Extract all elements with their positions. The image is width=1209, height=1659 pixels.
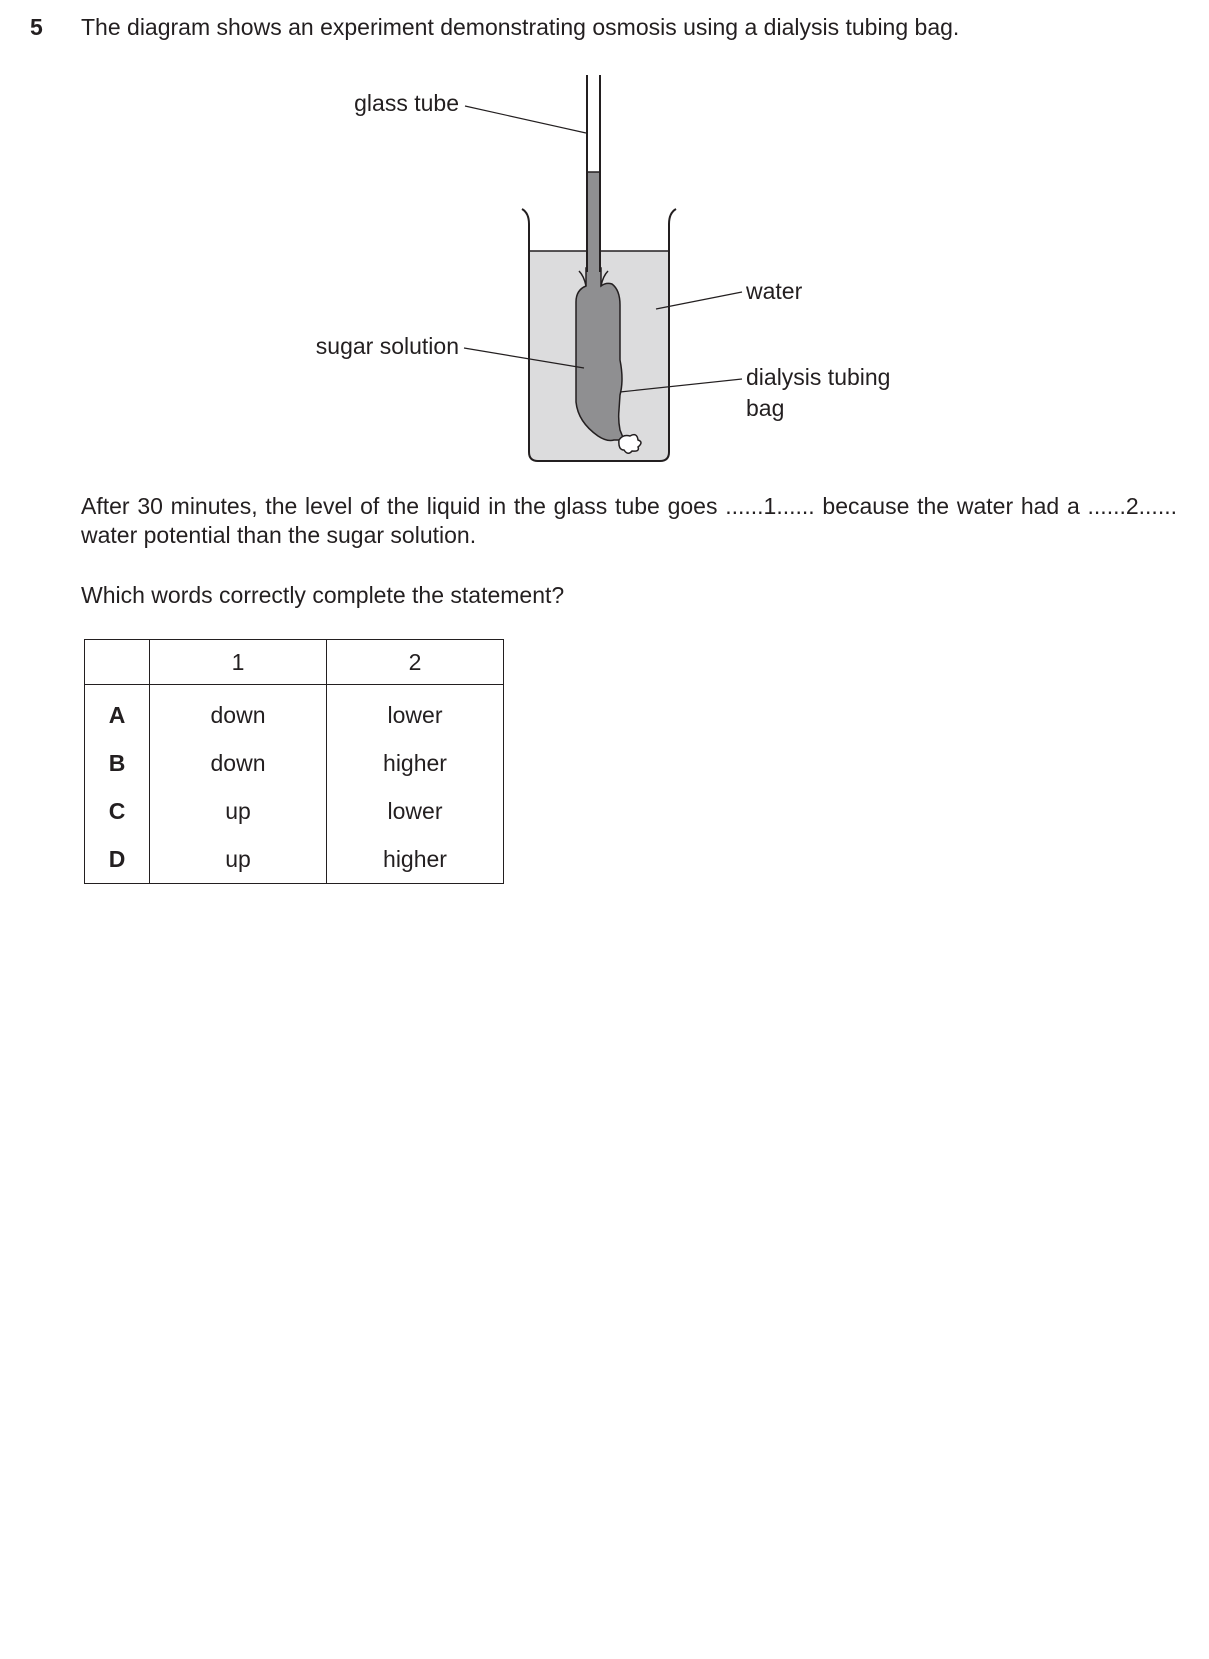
option-col-2: lower <box>327 685 504 740</box>
option-col-1: up <box>150 835 327 884</box>
leader-glass-tube <box>465 106 586 133</box>
answer-table <box>84 639 504 884</box>
option-col-2: higher <box>327 835 504 884</box>
option-letter: D <box>85 835 150 884</box>
option-col-2: lower <box>327 787 504 835</box>
header-blank <box>85 640 150 685</box>
option-col-1: up <box>150 787 327 835</box>
osmosis-diagram <box>0 0 1209 470</box>
question-prompt: Which words correctly complete the statement? <box>81 582 565 608</box>
option-col-1: down <box>150 685 327 740</box>
statement-text: After 30 minutes, the level of the liquid in the glass tube goes ......1...... because the water had a ......2...... water potential than the sugar solution. <box>81 493 1177 548</box>
table-row[interactable] <box>85 739 504 787</box>
option-col-2: higher <box>327 739 504 787</box>
table-row[interactable] <box>85 787 504 835</box>
question-number: 5 <box>30 14 43 40</box>
table-header-row <box>85 640 504 685</box>
dialysis-bag <box>576 268 624 441</box>
label-water: water <box>746 278 803 304</box>
tube-liquid <box>587 172 600 272</box>
label-dialysis-line1: dialysis tubing <box>746 364 891 390</box>
bag-knot <box>619 435 641 454</box>
option-letter: C <box>85 787 150 835</box>
option-letter: A <box>85 685 150 740</box>
header-col-2: 2 <box>327 640 504 685</box>
label-glass-tube: glass tube <box>354 90 459 116</box>
label-sugar-solution: sugar solution <box>315 333 459 359</box>
question-text: The diagram shows an experiment demonstrating osmosis using a dialysis tubing bag. <box>81 14 960 40</box>
option-letter: B <box>85 739 150 787</box>
table-row[interactable] <box>85 685 504 740</box>
label-dialysis-line2: bag <box>746 395 785 421</box>
table-row[interactable] <box>85 835 504 884</box>
option-col-1: down <box>150 739 327 787</box>
header-col-1: 1 <box>150 640 327 685</box>
